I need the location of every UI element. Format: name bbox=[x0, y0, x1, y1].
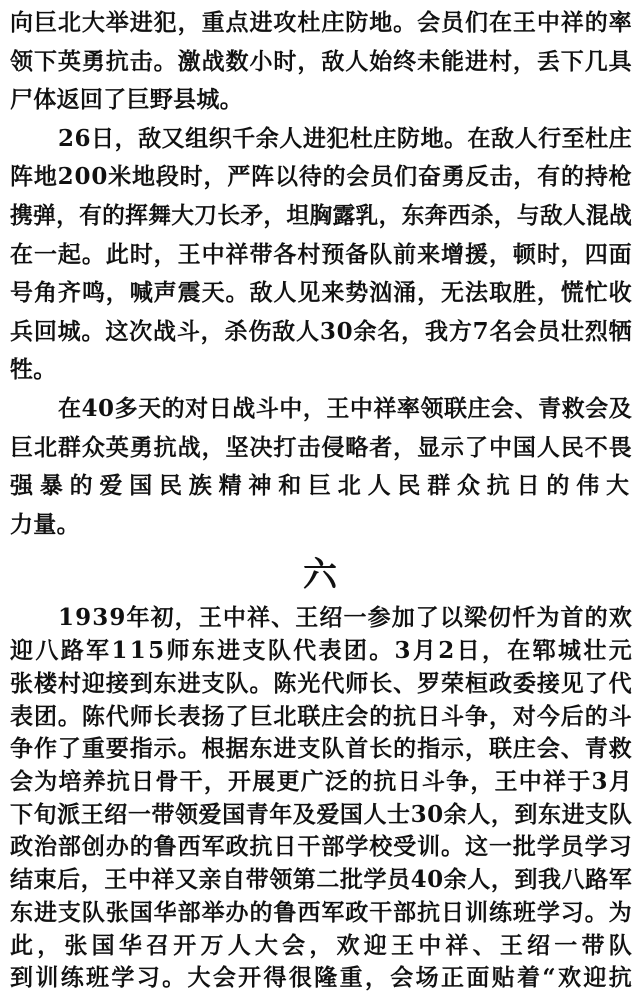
text-line-content: 领下英勇抗击。激战数小时，敌人始终未能进村，丢下几具 bbox=[10, 47, 633, 75]
text-line-content: 阵地200米地段时，严阵以待的会员们奋勇反击，有的持枪 bbox=[10, 163, 633, 191]
text-line bbox=[58, 602, 640, 635]
text-line-content: 26日，敌又组织千余人进犯杜庄防地。在敌人行至杜庄 bbox=[58, 124, 633, 152]
text-line-content: 政治部创办的鲁西军政抗日干部学校受训。这一批学员学习 bbox=[10, 833, 633, 861]
text-line-content: 结束后，王中祥又亲自带领第二批学员40余人，到我八路军 bbox=[10, 866, 633, 894]
text-line bbox=[10, 831, 640, 864]
text-line-content: 巨北群众英勇抗战，坚决打击侵略者，显示了中国人民不畏 bbox=[10, 433, 633, 461]
text-line bbox=[10, 962, 640, 995]
text-line-content: 张楼村迎接到东进支队。陈光代师长、罗荣桓政委接见了代 bbox=[10, 669, 633, 697]
text-line bbox=[10, 635, 640, 668]
text-line bbox=[10, 930, 640, 963]
text-line-content: 尸体返回了巨野县城。 bbox=[10, 86, 243, 114]
text-line-content: 强暴的爱国民族精神和巨北人民群众抗日的伟大 bbox=[10, 472, 636, 500]
text-line-content: 1939年初，王中祥、王绍一参加了以梁仞忏为首的欢 bbox=[58, 604, 633, 632]
text-line-content: 争作了重要指示。根据东进支队首长的指示，联庄会、青救 bbox=[10, 735, 633, 763]
section-heading: 六 bbox=[303, 555, 337, 596]
text-line bbox=[10, 668, 640, 701]
text-line-content: 在一起。此时，王中祥带各村预备队前来增援，顿时，四面 bbox=[10, 240, 633, 268]
text-line bbox=[10, 897, 640, 930]
text-line-content: 携弹，有的挥舞大刀长矛，坦胸露乳，东奔西杀，与敌人混战 bbox=[10, 202, 632, 229]
text-line bbox=[10, 733, 640, 766]
text-line bbox=[10, 766, 640, 799]
text-line-content: 到训练班学习。大会开得很隆重，会场正面贴着“欢迎抗 bbox=[10, 964, 635, 992]
text-line bbox=[10, 701, 640, 734]
text-line-content: 力量。 bbox=[10, 510, 80, 538]
text-line-content: 在40多天的对日战斗中，王中祥率领联庄会、青救会及 bbox=[58, 395, 633, 422]
text-line-content: 此，张国华召开万人大会，欢迎王中祥、王绍一带队 bbox=[10, 931, 636, 959]
text-line bbox=[10, 864, 640, 897]
text-line-content: 东进支队张国华部举办的鲁西军政干部抗日训练班学习。为 bbox=[10, 898, 633, 926]
text-line-content: 向巨北大举进犯，重点进攻杜庄防地。会员们在王中祥的率 bbox=[10, 9, 633, 36]
text-line-content: 兵回城。这次战斗，杀伤敌人30余名，我方7名会员壮烈牺 bbox=[10, 317, 633, 345]
text-line-content: 会为培养抗日骨干，开展更广泛的抗日斗争，王中祥于3月 bbox=[10, 767, 633, 795]
text-line-content: 牲。 bbox=[10, 356, 57, 384]
text-line-content: 号角齐鸣，喊声震天。敌人见来势汹涌，无法取胜，慌忙收 bbox=[10, 279, 633, 307]
text-line bbox=[10, 799, 640, 832]
text-line-content: 下旬派王绍一带领爱国青年及爱国人士30余人，到东进支队 bbox=[10, 800, 633, 828]
text-line-content: 迎八路军115师东进支队代表团。3月2日，在郓城壮元 bbox=[10, 637, 635, 665]
text-line-content: 表团。陈代师长表扬了巨北联庄会的抗日斗争，对今后的斗 bbox=[10, 702, 633, 730]
